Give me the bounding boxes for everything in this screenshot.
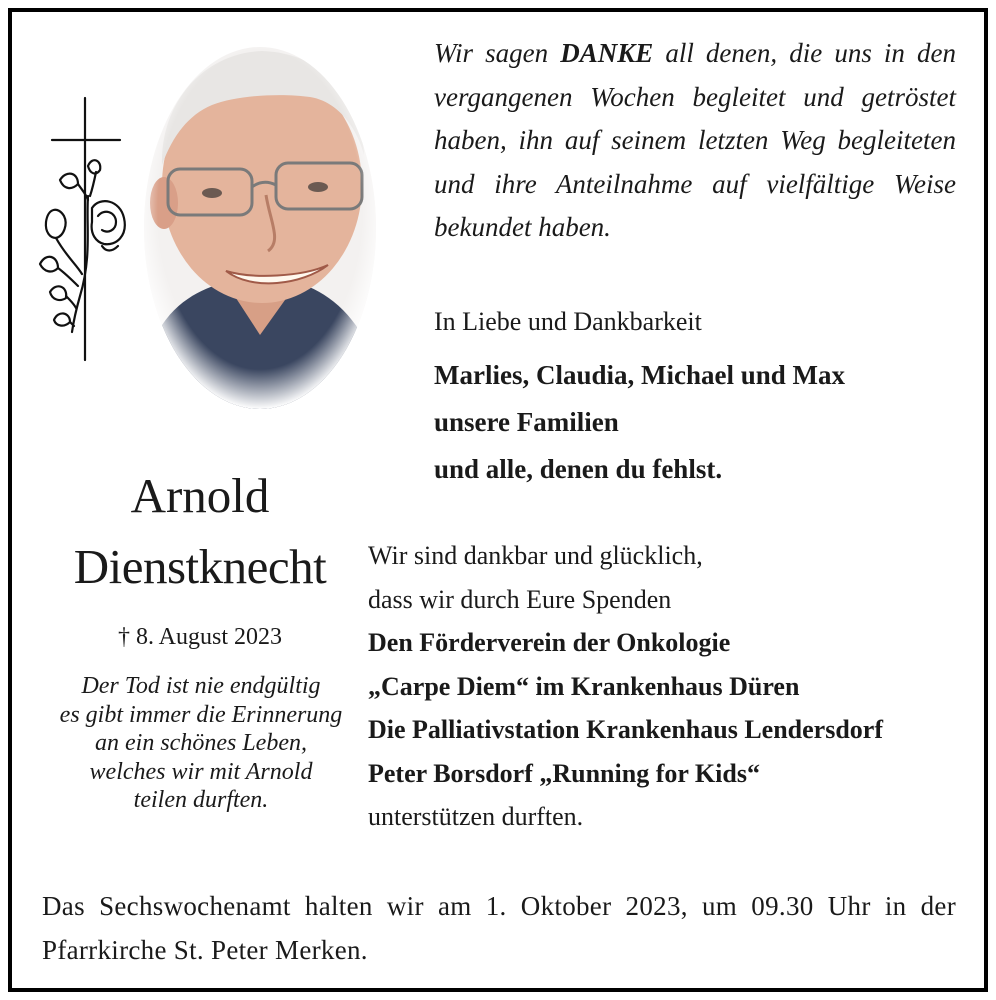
quote-line: welches wir mit Arnold [89,758,313,785]
thanks-after: all denen, die uns in den vergangenen Wochen begleitet und getröstet haben, ihn auf seinem letzten Weg begleiteten und ihre Anteilnahme auf vielfältige Weise bekundet haben. [434,38,956,242]
portrait-photo [142,45,378,411]
family-line: und alle, denen du fehlst. [434,454,723,484]
donation-section [368,534,883,839]
quote-line: teilen durften. [133,787,269,813]
donation-recipient: Peter Borsdorf „Running for Kids“ [368,758,760,788]
deceased-first-name: Arnold [130,468,270,523]
family-line: unsere Familien [434,407,619,437]
quote-line: es gibt immer die Erinnerung [59,701,343,728]
thanks-before: Wir sagen [434,38,561,68]
family-line: Marlies, Claudia, Michael und Max [434,360,845,390]
thanks-paragraph [434,32,956,250]
donation-recipient: Den Förderverein der Onkologie [368,628,731,657]
memorial-quote [36,672,366,815]
service-announcement: Das Sechswochenamt halten wir am 1. Oktober 2023, um 09.30 Uhr in der Pfarrkirche St. Peter Merken. [42,891,956,965]
thanks-emphasis: DANKE [560,38,654,68]
donation-recipient: „Carpe Diem“ im Krankenhaus Düren [368,671,800,701]
family-signature [434,352,845,493]
donation-recipient: Die Palliativstation Krankenhaus Lendersdorf [368,715,883,744]
deceased-last-name: Dienstknecht [73,539,327,594]
donation-line: unterstützen durften. [368,802,584,831]
death-date: † 8. August 2023 [117,624,282,650]
cross-with-rose-icon [36,96,132,362]
donation-line: dass wir durch Eure Spenden [368,584,672,614]
quote-line: Der Tod ist nie endgültig [81,673,321,699]
donation-line: Wir sind dankbar und glücklich, [368,541,703,570]
closing-line: In Liebe und Dankbarkeit [434,307,702,336]
quote-line: an ein schönes Leben, [95,730,307,756]
